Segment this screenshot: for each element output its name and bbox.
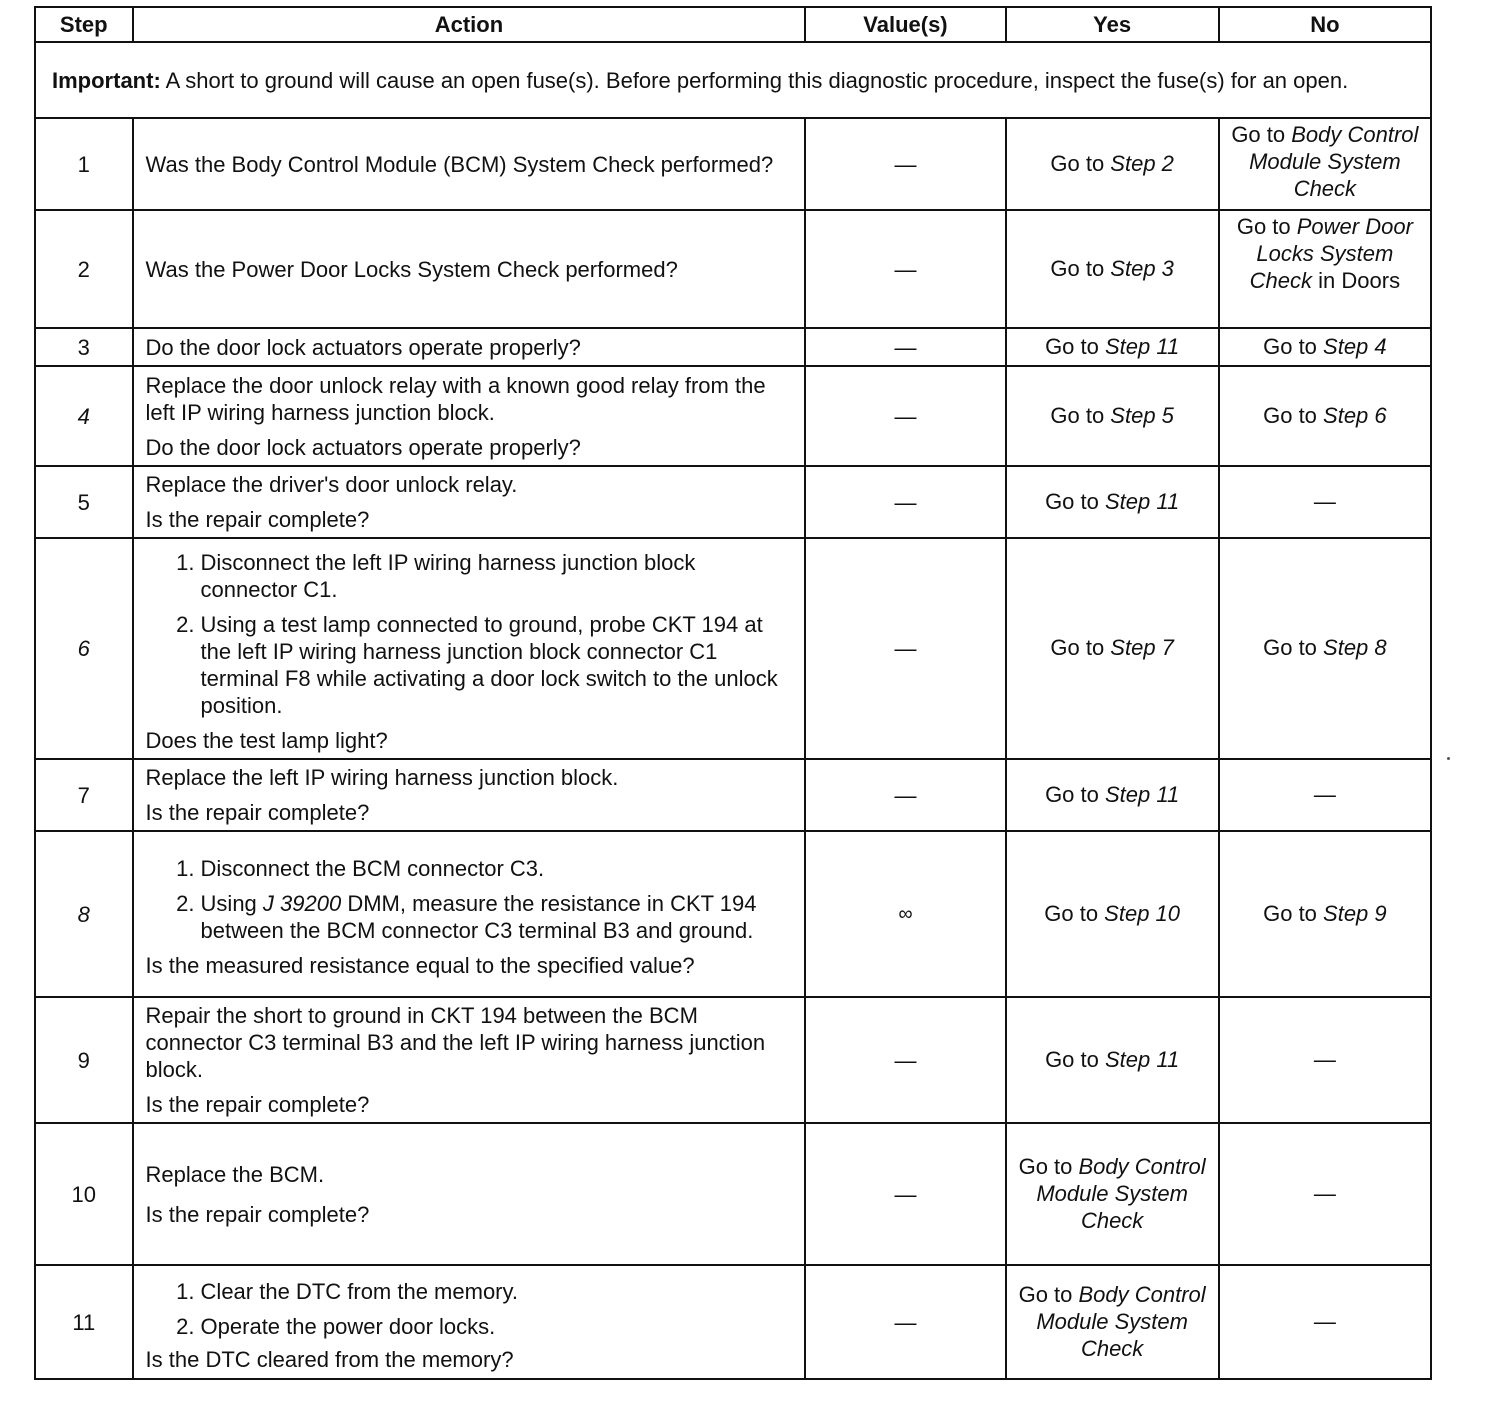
header-values: Value(s) — [805, 7, 1005, 42]
yes-procedure-link[interactable]: Body Control Module System Check — [1036, 1281, 1206, 1361]
value-cell: ∞ — [805, 831, 1005, 997]
go-to-label: Go to — [1045, 333, 1105, 359]
yes-cell — [1006, 1123, 1219, 1265]
no-step-link[interactable]: Step 8 — [1323, 635, 1387, 660]
go-to-label: Go to — [1050, 255, 1111, 281]
no-cell: — — [1219, 997, 1431, 1123]
no-cell — [1219, 210, 1431, 328]
action-cell — [133, 1265, 806, 1379]
go-to-label: Go to — [1236, 214, 1297, 239]
question-text: Is the repair complete? — [145, 800, 370, 825]
action-text: Do the door lock actuators operate properly? — [133, 328, 806, 366]
yes-step-link[interactable]: Step 11 — [1104, 333, 1180, 359]
go-to-label: Go to — [1050, 402, 1111, 428]
action-cell — [133, 1123, 806, 1265]
action-text: Repair the short to ground in CKT 194 between the BCM connector C3 terminal B3 and the left IP wiring harness junction block. — [145, 1003, 766, 1082]
go-to-label: Go to — [1231, 122, 1292, 147]
go-to-label: Go to — [1018, 1281, 1079, 1307]
step-number: 10 — [35, 1123, 133, 1265]
step-number: 2 — [35, 210, 133, 328]
go-to-label: Go to — [1045, 1046, 1105, 1072]
header-yes: Yes — [1006, 7, 1219, 42]
yes-step-link[interactable]: Step 5 — [1110, 402, 1174, 428]
question-text: Is the measured resistance equal to the specified value? — [145, 953, 695, 978]
substep-item: 2. Using a test lamp connected to ground, probe CKT 194 at the left IP wiring harness junction block connector C1 terminal F8 while activating a door lock switch to the unlock position. — [201, 611, 795, 719]
action-cell — [133, 366, 806, 466]
step-number: 6 — [35, 538, 133, 759]
yes-cell — [1006, 366, 1219, 466]
go-to-label: Go to — [1050, 150, 1111, 176]
yes-step-link[interactable]: Step 11 — [1104, 781, 1180, 807]
question-text: Is the repair complete? — [145, 1201, 370, 1227]
header-step: Step — [35, 7, 133, 42]
table-row — [35, 1265, 1431, 1379]
substep-list — [146, 1278, 795, 1340]
no-cell: — — [1219, 1265, 1431, 1379]
table-row — [35, 366, 1431, 466]
step-number: 5 — [35, 466, 133, 538]
value-cell: — — [805, 466, 1005, 538]
go-to-label: Go to — [1044, 900, 1105, 926]
go-to-label: Go to — [1263, 900, 1324, 926]
step-number: 9 — [35, 997, 133, 1123]
step-number: 7 — [35, 759, 133, 831]
important-text: A short to ground will cause an open fuse(s). Before performing this diagnostic procedure, inspect the fuse(s) for an open. — [160, 67, 1349, 93]
yes-step-link[interactable]: Step 11 — [1104, 1046, 1180, 1072]
action-cell — [133, 538, 806, 759]
yes-cell — [1006, 118, 1219, 210]
no-cell — [1219, 538, 1431, 759]
scan-speck — [1447, 757, 1450, 760]
yes-step-link[interactable]: Step 7 — [1110, 635, 1174, 660]
table-row — [35, 210, 1431, 328]
no-cell: — — [1219, 466, 1431, 538]
table-row — [35, 1123, 1431, 1265]
table-row — [35, 759, 1431, 831]
table-row — [35, 118, 1431, 210]
table-row — [35, 831, 1431, 997]
no-procedure-link[interactable]: Power Door Locks System Check — [1249, 214, 1413, 293]
substep-item: 1. Disconnect the BCM connector C3. — [201, 855, 795, 882]
question-text: Does the test lamp light? — [145, 728, 388, 753]
action-text: Replace the driver's door unlock relay. — [145, 472, 518, 497]
action-cell — [133, 759, 806, 831]
go-to-label: Go to — [1050, 635, 1111, 660]
no-cell — [1219, 328, 1431, 366]
value-cell: — — [805, 759, 1005, 831]
step-number: 1 — [35, 118, 133, 210]
value-cell: — — [805, 366, 1005, 466]
substep-list — [146, 855, 795, 944]
step-number: 11 — [35, 1265, 133, 1379]
no-cell: — — [1219, 1123, 1431, 1265]
yes-cell — [1006, 759, 1219, 831]
yes-step-link[interactable]: Step 11 — [1104, 488, 1180, 514]
go-to-label: Go to — [1263, 333, 1324, 359]
action-text: Replace the door unlock relay with a known good relay from the left IP wiring harness junction block. — [145, 372, 766, 425]
yes-step-link[interactable]: Step 3 — [1110, 255, 1174, 281]
value-cell: — — [805, 538, 1005, 759]
header-action: Action — [133, 7, 806, 42]
no-cell — [1219, 366, 1431, 466]
important-note — [35, 42, 1431, 118]
question-text: Is the DTC cleared from the memory? — [145, 1346, 514, 1372]
no-procedure-link[interactable]: Body Control Module System Check — [1249, 122, 1419, 201]
no-suffix: in Doors — [1312, 268, 1401, 293]
value-cell: — — [805, 1123, 1005, 1265]
substep-item: 1. Disconnect the left IP wiring harness junction block connector C1. — [201, 549, 795, 603]
go-to-label: Go to — [1045, 781, 1105, 807]
table-row — [35, 997, 1431, 1123]
substep-item: 1. Clear the DTC from the memory. — [201, 1278, 795, 1305]
no-cell — [1219, 831, 1431, 997]
yes-cell — [1006, 538, 1219, 759]
yes-cell — [1006, 1265, 1219, 1379]
action-text: Was the Body Control Module (BCM) System Check performed? — [133, 118, 806, 210]
value-cell: — — [805, 328, 1005, 366]
action-cell — [133, 831, 806, 997]
go-to-label: Go to — [1263, 635, 1324, 660]
step-number: 3 — [35, 328, 133, 366]
header-no: No — [1219, 7, 1431, 42]
table-row — [35, 466, 1431, 538]
step-number: 8 — [35, 831, 133, 997]
table-row — [35, 328, 1431, 366]
substep-prefix: Using — [200, 891, 263, 916]
no-cell — [1219, 118, 1431, 210]
substep-suffix: DMM, measure the resistance in CKT 194 between the BCM connector C3 terminal B3 and ground. — [200, 891, 757, 943]
table-row — [35, 538, 1431, 759]
go-to-label: Go to — [1018, 1153, 1079, 1179]
important-note-row — [35, 42, 1431, 118]
yes-cell — [1006, 466, 1219, 538]
header-row — [35, 7, 1431, 42]
yes-cell — [1006, 328, 1219, 366]
yes-procedure-link[interactable]: Body Control Module System Check — [1036, 1153, 1206, 1233]
action-text: Replace the left IP wiring harness junction block. — [145, 765, 619, 790]
value-cell: — — [805, 1265, 1005, 1379]
value-cell: — — [805, 997, 1005, 1123]
diagnostic-table — [34, 6, 1432, 1380]
substep-item — [201, 890, 795, 944]
action-text: Was the Power Door Locks System Check performed? — [133, 210, 806, 328]
action-cell — [133, 997, 806, 1123]
yes-step-link[interactable]: Step 10 — [1104, 900, 1181, 926]
action-cell — [133, 466, 806, 538]
value-cell: — — [805, 210, 1005, 328]
tool-reference: J 39200 — [262, 891, 342, 916]
yes-step-link[interactable]: Step 2 — [1110, 150, 1174, 176]
substep-list — [146, 549, 795, 719]
yes-cell — [1006, 831, 1219, 997]
yes-cell — [1006, 997, 1219, 1123]
action-text: Replace the BCM. — [145, 1161, 325, 1187]
step-number: 4 — [35, 366, 133, 466]
question-text: Do the door lock actuators operate properly? — [145, 434, 581, 460]
question-text: Is the repair complete? — [145, 507, 370, 532]
value-cell: — — [805, 118, 1005, 210]
go-to-label: Go to — [1045, 488, 1105, 514]
no-step-link[interactable]: Step 9 — [1323, 900, 1387, 926]
important-label: Important: — [52, 67, 161, 93]
yes-cell — [1006, 210, 1219, 328]
no-step-link[interactable]: Step 6 — [1323, 402, 1387, 428]
go-to-label: Go to — [1263, 402, 1324, 428]
substep-item: 2. Operate the power door locks. — [201, 1313, 795, 1340]
no-step-link[interactable]: Step 4 — [1323, 333, 1387, 359]
no-cell: — — [1219, 759, 1431, 831]
question-text: Is the repair complete? — [145, 1092, 370, 1117]
